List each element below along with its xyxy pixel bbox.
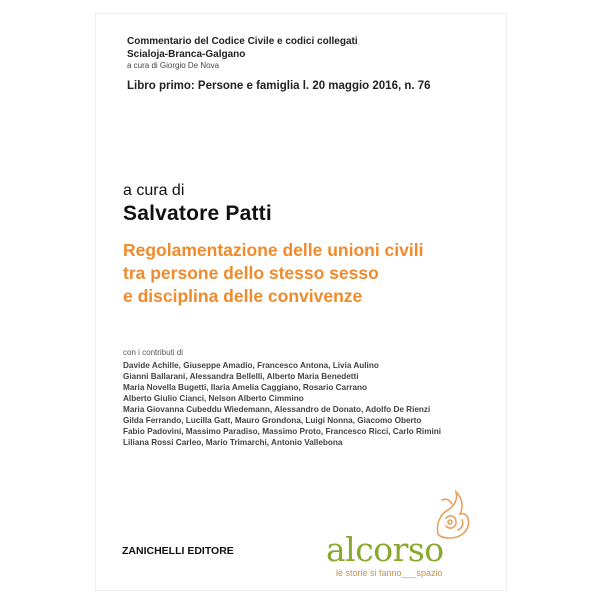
title-line: Regolamentazione delle unioni civili (123, 240, 424, 260)
book-section: Libro primo: Persone e famiglia l. 20 maggio 2016, n. 76 (127, 80, 431, 92)
series-editors: Scialoja-Branca-Galgano (127, 49, 246, 60)
contributor-line: Alberto Giulio Cianci, Nelson Alberto Cimmino (123, 394, 304, 403)
contributor-line: Fabio Padovini, Massimo Paradiso, Massimo Proto, Francesco Ricci, Carlo Rimini (123, 427, 442, 436)
contributors-intro: con i contributi di (123, 348, 184, 357)
contributor-line: Davide Achille, Giuseppe Amadio, Francesco Antona, Livia Aulino (123, 361, 379, 370)
series-title: Commentario del Codice Civile e codici collegati (127, 36, 358, 47)
contributor-line: Gilda Ferrando, Lucilla Gatt, Mauro Grondona, Luigi Nonna, Giacomo Oberto (123, 416, 422, 425)
contributor-line: Gianni Ballarani, Alessandra Bellelli, Alberto Maria Benedetti (123, 372, 359, 381)
contributor-line: Liliana Rossi Carleo, Mario Trimarchi, Antonio Vallebona (123, 438, 343, 447)
series-curator: a cura di Giorgio De Nova (127, 61, 220, 70)
author-name: Salvatore Patti (123, 202, 272, 225)
contributors-list (123, 360, 441, 448)
watermark-tagline: le storie si fanno___spazio (336, 568, 443, 578)
title-line: tra persone dello stesso sesso (123, 263, 379, 283)
edited-by-label: a cura di (123, 182, 185, 199)
contributor-line: Maria Novella Bugetti, Ilaria Amelia Caggiano, Rosario Carrano (123, 383, 368, 392)
publisher-name: ZANICHELLI EDITORE (122, 545, 234, 557)
watermark-logo: alcorso (326, 530, 444, 569)
book-title (123, 239, 423, 308)
title-line: e disciplina delle convivenze (123, 286, 363, 306)
contributor-line: Maria Giovanna Cubeddu Wiedemann, Alessandro de Donato, Adolfo De Rienzi (123, 405, 431, 414)
